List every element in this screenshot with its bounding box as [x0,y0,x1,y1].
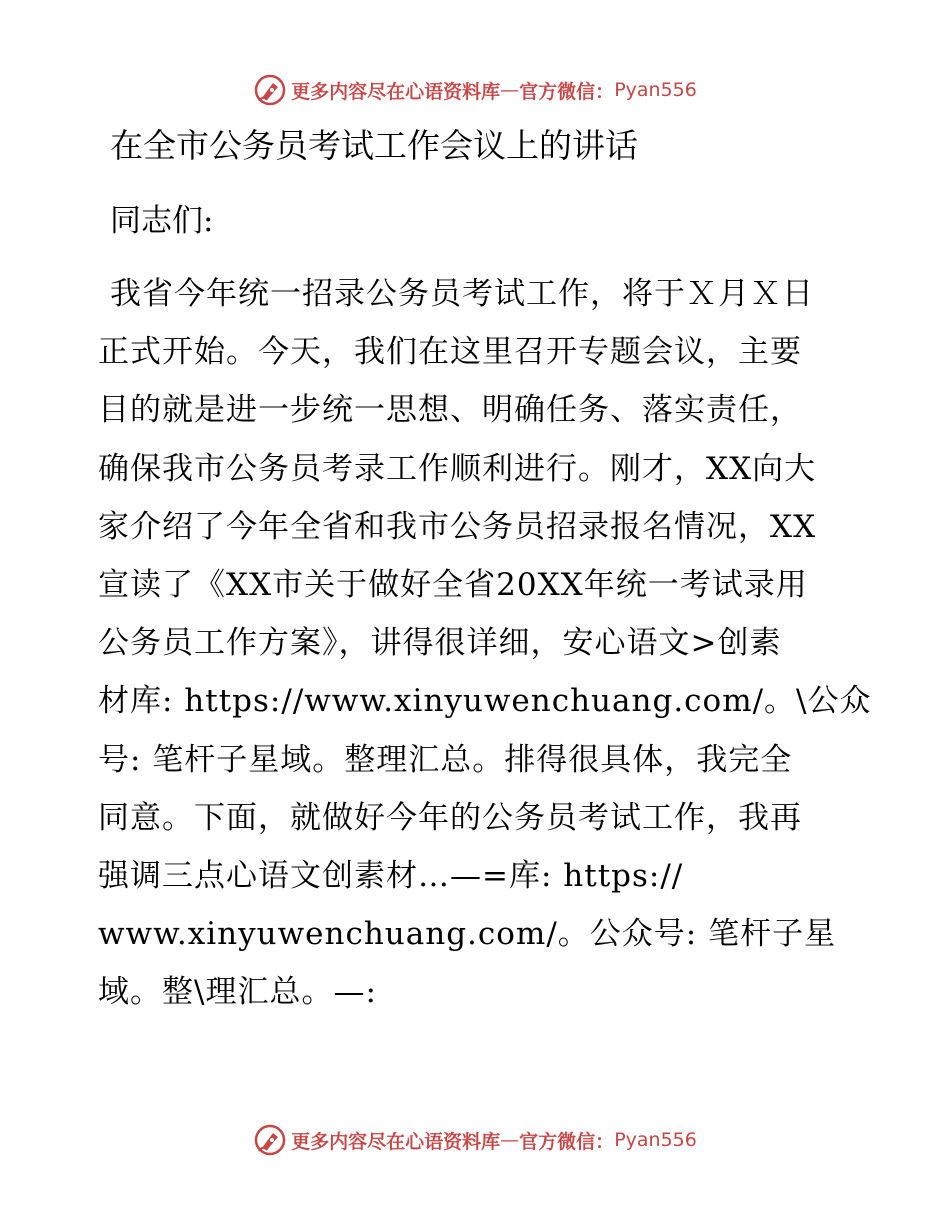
pen-tip-logo-icon [253,1123,287,1157]
watermark-official-label: 官方微信： [519,1130,615,1153]
body-line: 确保我市公务员考录工作顺利进行。刚才，XX向大 [98,450,817,487]
body-line: 强调三点心语文创素材…—=库: https:// [98,857,684,894]
watermark-account: Pyan556 [614,79,697,101]
body-line: 同意。下面，就做好今年的公务员考试工作，我再 [98,799,802,836]
pen-tip-logo-icon [253,73,287,107]
footer-watermark [0,1120,950,1160]
watermark-brand: 更多内容尽在心语资料库 [291,1130,501,1153]
watermark-brand: 更多内容尽在心语资料库 [291,80,501,103]
watermark-account: Pyan556 [614,1129,697,1151]
body-line: 正式开始。今天，我们在这里召开专题会议，主要 [98,334,802,371]
body-line: 宣读了《XX市关于做好全省20XX年统一考试录用 [98,566,808,603]
header-watermark [0,70,950,110]
body-line: 家介绍了今年全省和我市公务员招录报名情况，XX [98,508,817,545]
body-line: 目的就是进一步统一思想、明确任务、落实责任， [98,392,802,429]
body-line: 我省今年统一招录公务员考试工作，将于Ｘ月Ｘ日 [110,276,814,312]
body-line: 域。整\理汇总。—: [98,974,377,1011]
body-line: 号: 笔杆子星域。整理汇总。排得很具体，我完全 [98,741,793,778]
body-line: www.xinyuwenchuang.com/。公众号: 笔杆子星 [98,916,837,953]
watermark-dash: — [500,79,520,101]
body-line: 材库: https://www.xinyuwenchuang.com/。\公众 [98,683,872,720]
body-line: 公务员工作方案》，讲得很详细，安心语文>创素 [98,625,782,662]
document-title: 在全市公务员考试工作会议上的讲话 [110,126,638,165]
watermark-official-label: 官方微信： [519,80,615,103]
document-body [98,270,872,1026]
document-greeting: 同志们: [110,203,214,239]
watermark-dash: — [500,1129,520,1151]
